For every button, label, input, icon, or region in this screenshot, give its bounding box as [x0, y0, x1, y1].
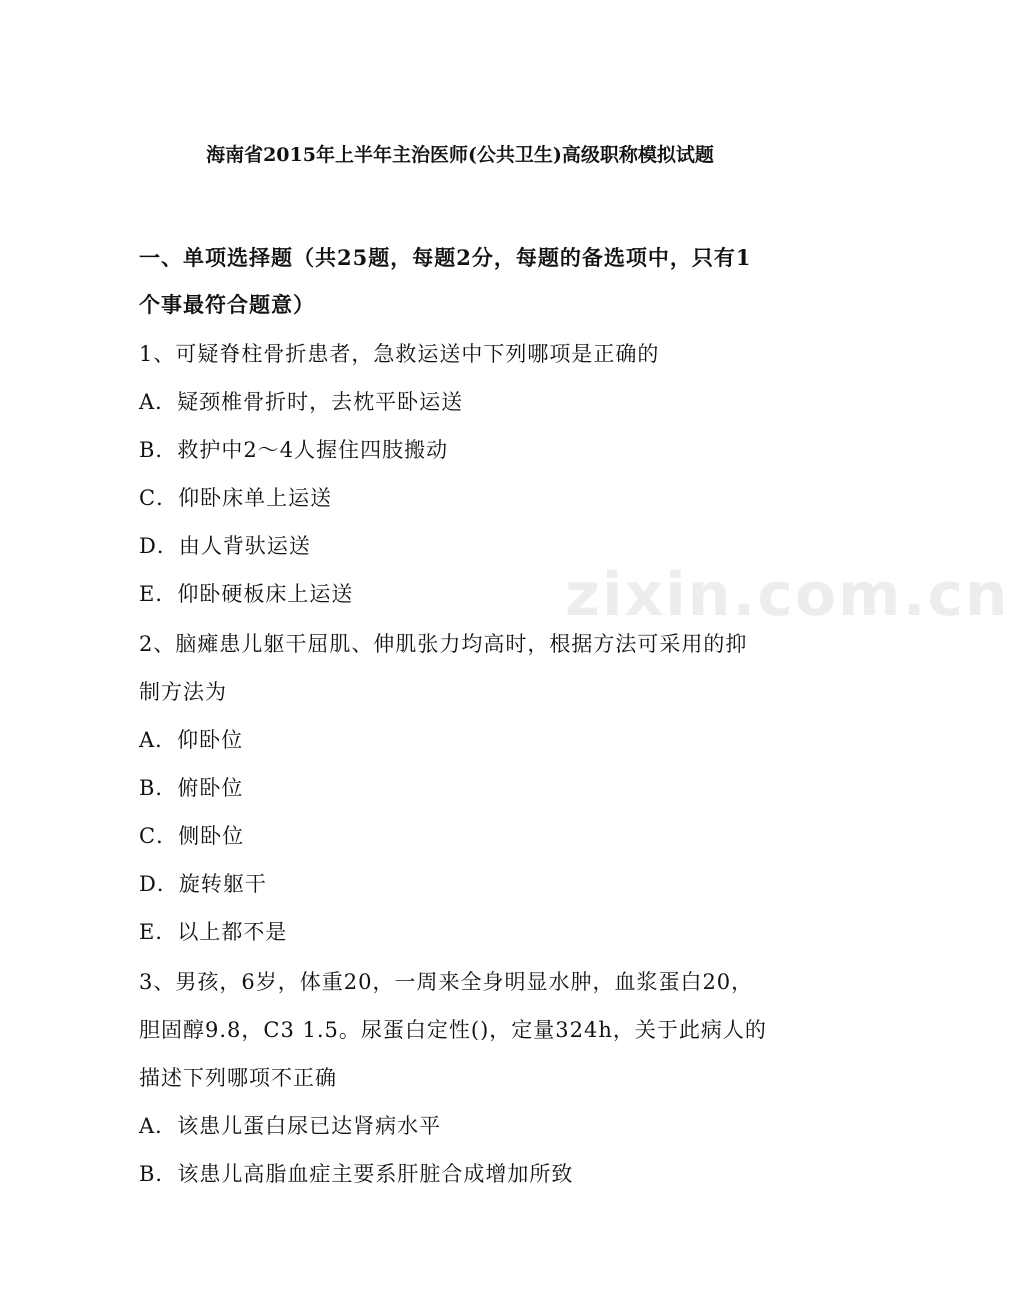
question-2-option-a: A．仰卧位: [139, 728, 244, 752]
question-1-option-c: C．仰卧床单上运送: [139, 486, 333, 510]
document-title: 海南省2015年上半年主治医师(公共卫生)高级职称模拟试题: [206, 144, 714, 166]
question-1-option-d: D．由人背驮运送: [139, 534, 311, 558]
watermark: zixin.com.cn: [565, 560, 1010, 630]
section-heading-line-1: 一、单项选择题（共25题，每题2分，每题的备选项中，只有1: [139, 245, 752, 270]
question-1-stem: 1、可疑脊柱骨折患者，急救运送中下列哪项是正确的: [139, 342, 660, 366]
question-1-option-a: A．疑颈椎骨折时，去枕平卧运送: [139, 390, 464, 414]
question-2-stem-line-1: 2、脑瘫患儿躯干屈肌、伸肌张力均高时，根据方法可采用的抑: [139, 632, 748, 656]
question-2-option-b: B．俯卧位: [139, 776, 244, 800]
question-3-option-a: A．该患儿蛋白尿已达肾病水平: [139, 1114, 442, 1138]
question-2-option-d: D．旋转躯干: [139, 872, 267, 896]
question-3-stem-line-2: 胆固醇9.8，C3 1.5。尿蛋白定性()，定量324h，关于此病人的: [139, 1018, 767, 1042]
section-heading-line-2: 个事最符合题意）: [139, 292, 315, 317]
question-3-stem-line-1: 3、男孩，6岁，体重20，一周来全身明显水肿，血浆蛋白20，: [139, 970, 754, 994]
question-1-option-e: E．仰卧硬板床上运送: [139, 582, 354, 606]
question-3-option-b: B．该患儿高脂血症主要系肝脏合成增加所致: [139, 1162, 574, 1186]
question-1-option-b: B．救护中2～4人握住四肢搬动: [139, 438, 449, 462]
question-2-stem-line-2: 制方法为: [139, 680, 227, 704]
question-3-stem-line-3: 描述下列哪项不正确: [139, 1066, 337, 1090]
question-2-option-e: E．以上都不是: [139, 920, 288, 944]
question-2-option-c: C．侧卧位: [139, 824, 245, 848]
